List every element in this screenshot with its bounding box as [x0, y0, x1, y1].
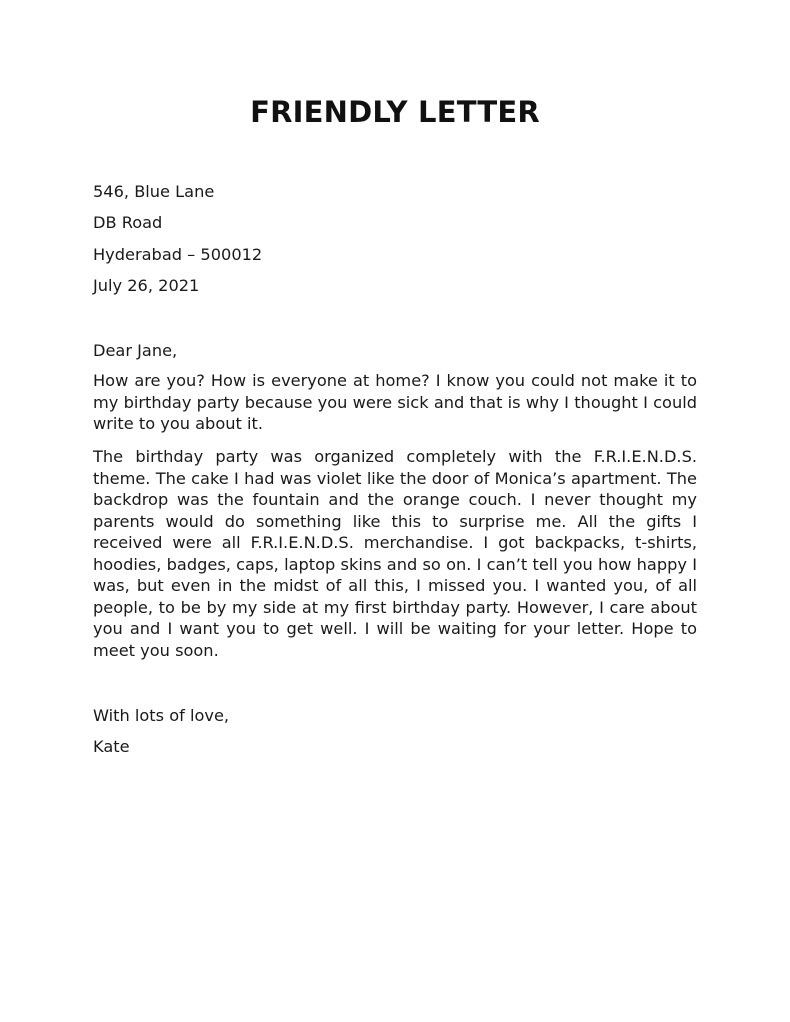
- paragraph-intro: How are you? How is everyone at home? I know you could not make it to my birthday party because you were sick and that is why I thought I could write to you about it.: [93, 371, 697, 433]
- address-line-street: 546, Blue Lane: [93, 182, 215, 201]
- letter-date: July 26, 2021: [93, 276, 200, 295]
- signature: Kate: [93, 737, 130, 756]
- address-line-city: Hyderabad – 500012: [93, 245, 263, 264]
- salutation: Dear Jane,: [93, 341, 178, 360]
- paragraph-party: The birthday party was organized completely with the F.R.I.E.N.D.S. theme. The cake I had was violet like the door of Monica’s apartment. The backdrop was the fountain and the orange couch. I never thought my parents would do something like this to surprise me. All the gifts I received were all F.R.I.E.N.D.S. merchandise. I got backpacks, t-shirts, hoodies, badges, caps, laptop skins and so on. I can’t tell you how happy I was, but even in the midst of all this, I missed you. I wanted you, of all people, to be by my side at my first birthday party. However, I care about you and I want you to get well. I will be waiting for your letter. Hope to meet you soon.: [93, 447, 697, 660]
- closing: With lots of love,: [93, 706, 230, 725]
- address-line-road: DB Road: [93, 213, 163, 232]
- page-title: FRIENDLY LETTER: [250, 95, 540, 129]
